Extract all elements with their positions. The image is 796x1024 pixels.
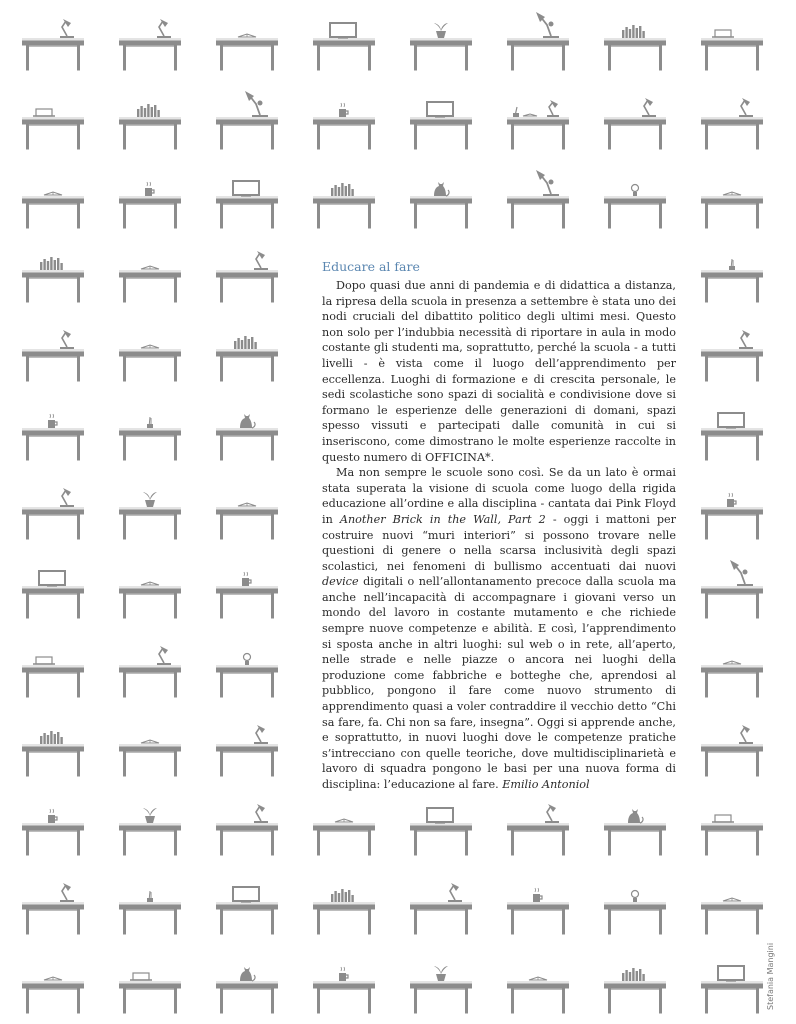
desk bbox=[507, 12, 569, 71]
desk bbox=[22, 257, 84, 303]
lamp-icon bbox=[739, 725, 753, 744]
desk bbox=[22, 414, 84, 461]
lamp-icon bbox=[254, 804, 268, 823]
book-icon bbox=[723, 192, 741, 195]
lamp-icon bbox=[157, 646, 171, 665]
bulb-icon bbox=[244, 654, 251, 666]
lamp-icon bbox=[254, 251, 268, 270]
book-icon bbox=[529, 977, 547, 980]
pencil-icon bbox=[729, 259, 735, 270]
lamp-icon bbox=[448, 883, 462, 902]
desk bbox=[216, 503, 278, 540]
desk bbox=[701, 966, 763, 1014]
desk bbox=[604, 809, 666, 856]
paragraph-2-text-c: digitali o nell’allontanamento precoce dalla scuola ma anche nell’incapacità di accompagnare i giovani verso un mondo del lavoro in costante mutamento e che richiede sempre nuove competenze e abilità. E così, l’apprendimento si sposta anche in altri luoghi: sul web o in rete, all’aperto, nelle strade e nelle piazze o ancora nei luoghi della produzione come fabbriche e botteghe che, aprendosi al pubblico, pongono il fare come nuovo strumento di apprendimento quasi a voler contraddire il vecchio detto “Chi sa fare, fa. Chi non sa fare, insegna”. Oggi si apprende anche, e soprattutto, in nuovi luoghi dove le competenze pratiche s’intrecciano con quelle teoriche, dove multidisciplinarietà e lavoro di squadra pongono le basi per una nuova forma di disciplina: l’educazione al fare. bbox=[322, 575, 676, 791]
article-paragraph-2 bbox=[322, 465, 676, 792]
desk bbox=[119, 740, 181, 777]
desk bbox=[701, 661, 763, 698]
monitor-icon bbox=[427, 808, 453, 823]
book-icon bbox=[44, 977, 62, 980]
desk bbox=[119, 417, 181, 461]
lamp-big-icon bbox=[730, 560, 753, 586]
plant-icon bbox=[143, 492, 157, 507]
desk bbox=[410, 102, 472, 150]
pencil-icon bbox=[147, 417, 153, 428]
desk bbox=[410, 23, 472, 71]
lamp-big-icon bbox=[245, 91, 268, 117]
lamp-icon bbox=[60, 330, 74, 349]
desk bbox=[701, 98, 763, 150]
laptop-icon bbox=[712, 815, 734, 822]
plant-icon bbox=[434, 23, 448, 38]
paragraph-2-text-a: Ma non sempre le scuole sono così. Se da un lato è ormai stata superata la visione di scuola come luogo della rigida educazione all’ordine e alla disciplina - cantata dai Pink Floyd in bbox=[322, 466, 676, 526]
desk bbox=[22, 883, 84, 935]
desk bbox=[22, 109, 84, 150]
desk bbox=[507, 100, 569, 150]
books-icon bbox=[234, 336, 257, 349]
monitor-icon bbox=[39, 571, 65, 586]
cat-icon bbox=[240, 967, 255, 981]
desk bbox=[604, 25, 666, 71]
article-paragraph-1: Dopo quasi due anni di pandemia e di didattica a distanza, la ripresa della scuola in presenza a settembre è stata uno dei nodi cruciali del dibattito politico degli ultimi mesi. Questo non solo per l’indubbia necessità di riportare in aula in modo costante gli studenti ma, soprattutto, perché la scuola - a tutti livelli - è vista come il luogo dell’apprendimento per eccellenza. Luoghi di formazione e di crescita personale, le sedi scolastiche sono spazi di socialità e condivisione dove si formano le esperienze delle generazioni di domani, spazi spesso vissuti e partecipati dalle comunità in cui si inseriscono, come dimostrano le molte esperienze raccolte in questo numero di OFFICINA*. bbox=[322, 279, 676, 464]
desk bbox=[216, 572, 278, 619]
desk bbox=[119, 973, 181, 1014]
desk bbox=[604, 185, 666, 229]
plant-icon bbox=[434, 966, 448, 981]
laptop-icon bbox=[33, 657, 55, 664]
cat-icon bbox=[628, 809, 643, 823]
mug-icon bbox=[339, 967, 348, 981]
desk bbox=[507, 804, 569, 856]
cat-icon bbox=[434, 182, 449, 196]
book-icon bbox=[238, 34, 256, 37]
lamp-icon bbox=[157, 19, 171, 38]
desk bbox=[701, 192, 763, 229]
desk bbox=[22, 19, 84, 71]
books-icon bbox=[622, 968, 645, 981]
desk bbox=[507, 888, 569, 935]
desk bbox=[216, 725, 278, 777]
desk bbox=[604, 968, 666, 1014]
laptop-icon bbox=[33, 109, 55, 116]
illustration-credit: Stefania Mangini bbox=[766, 942, 775, 1010]
bulb-icon bbox=[632, 185, 639, 197]
desk bbox=[410, 182, 472, 229]
desk bbox=[313, 183, 375, 229]
mug-icon bbox=[48, 809, 57, 823]
desk bbox=[701, 30, 763, 71]
desk bbox=[119, 808, 181, 856]
desk bbox=[313, 967, 375, 1014]
desk bbox=[604, 891, 666, 935]
desk bbox=[216, 181, 278, 229]
desk bbox=[119, 646, 181, 698]
monitor-icon bbox=[330, 23, 356, 38]
desk bbox=[507, 977, 569, 1014]
desk bbox=[22, 488, 84, 540]
song-title: Another Brick in the Wall, Part 2 bbox=[339, 512, 546, 526]
book-icon bbox=[141, 345, 159, 348]
lamp-icon bbox=[545, 804, 559, 823]
lamp-icon bbox=[642, 98, 656, 117]
plant-icon bbox=[143, 808, 157, 823]
desk bbox=[119, 891, 181, 935]
books-icon bbox=[622, 25, 645, 38]
book-icon bbox=[141, 266, 159, 269]
book-icon bbox=[335, 819, 353, 822]
desk bbox=[216, 887, 278, 935]
monitor-icon bbox=[233, 887, 259, 902]
laptop-icon bbox=[712, 30, 734, 37]
book-icon bbox=[723, 898, 741, 901]
desk bbox=[701, 898, 763, 935]
desk bbox=[701, 259, 763, 303]
article bbox=[322, 258, 676, 793]
desk bbox=[701, 413, 763, 461]
pencil-icon bbox=[147, 891, 153, 902]
lamp-big-icon bbox=[536, 12, 559, 38]
desk bbox=[313, 103, 375, 150]
mug-icon bbox=[339, 103, 348, 117]
desk bbox=[216, 804, 278, 856]
desk bbox=[119, 266, 181, 303]
bulb-icon bbox=[632, 891, 639, 903]
mug-icon bbox=[727, 493, 736, 507]
monitor-icon bbox=[233, 181, 259, 196]
desk bbox=[701, 560, 763, 619]
book-icon bbox=[723, 661, 741, 664]
mug-icon bbox=[145, 182, 154, 196]
article-title: Educare al fare bbox=[322, 259, 420, 274]
desk bbox=[313, 819, 375, 856]
lamp-icon bbox=[60, 883, 74, 902]
device-word: device bbox=[322, 575, 359, 589]
cat-icon bbox=[240, 414, 255, 428]
desk bbox=[119, 492, 181, 540]
desk bbox=[410, 883, 472, 935]
desk bbox=[701, 330, 763, 382]
monitor-icon bbox=[718, 413, 744, 428]
desk bbox=[507, 170, 569, 229]
desk bbox=[701, 493, 763, 540]
desk bbox=[119, 582, 181, 619]
lamp-icon bbox=[739, 330, 753, 349]
book-icon bbox=[141, 582, 159, 585]
article-author: Emilio Antoniol bbox=[502, 778, 590, 791]
desk bbox=[604, 98, 666, 150]
books-icon bbox=[331, 889, 354, 902]
paragraph-2-text-b: - oggi i mattoni per costruire nuovi “muri interiori” si possono trovare nelle questioni di genere o nella scarsa inclusività degli spazi scolastici, nei fenomeni di bullismo accentuati dai nuovi bbox=[322, 512, 677, 573]
lamp-icon bbox=[739, 98, 753, 117]
mug-icon bbox=[48, 414, 57, 428]
pencil-book-icon bbox=[513, 100, 559, 117]
monitor-icon bbox=[427, 102, 453, 117]
desk bbox=[22, 571, 84, 619]
books-icon bbox=[40, 257, 63, 270]
mug-icon bbox=[533, 888, 542, 902]
mug-icon bbox=[242, 572, 251, 586]
desk bbox=[22, 977, 84, 1014]
desk bbox=[410, 966, 472, 1014]
desk bbox=[701, 725, 763, 777]
monitor-icon bbox=[718, 966, 744, 981]
desk bbox=[313, 23, 375, 71]
lamp-icon bbox=[60, 488, 74, 507]
desk bbox=[216, 654, 278, 698]
desk bbox=[216, 91, 278, 150]
desk bbox=[22, 330, 84, 382]
desk bbox=[216, 34, 278, 71]
laptop-icon bbox=[130, 973, 152, 980]
desk bbox=[216, 251, 278, 303]
lamp-big-icon bbox=[536, 170, 559, 196]
book-icon bbox=[141, 740, 159, 743]
desk bbox=[216, 336, 278, 382]
books-icon bbox=[137, 104, 160, 117]
desk bbox=[22, 731, 84, 777]
desk bbox=[410, 808, 472, 856]
books-icon bbox=[331, 183, 354, 196]
book-icon bbox=[238, 503, 256, 506]
desk bbox=[22, 192, 84, 229]
books-icon bbox=[40, 731, 63, 744]
desk bbox=[119, 104, 181, 150]
desk bbox=[313, 889, 375, 935]
lamp-icon bbox=[254, 725, 268, 744]
lamp-icon bbox=[60, 19, 74, 38]
desk bbox=[119, 345, 181, 382]
desk bbox=[119, 19, 181, 71]
desk bbox=[22, 809, 84, 856]
desk bbox=[216, 414, 278, 461]
desk bbox=[119, 182, 181, 229]
desk bbox=[22, 657, 84, 698]
desk bbox=[701, 815, 763, 856]
desk bbox=[216, 967, 278, 1014]
book-icon bbox=[44, 192, 62, 195]
